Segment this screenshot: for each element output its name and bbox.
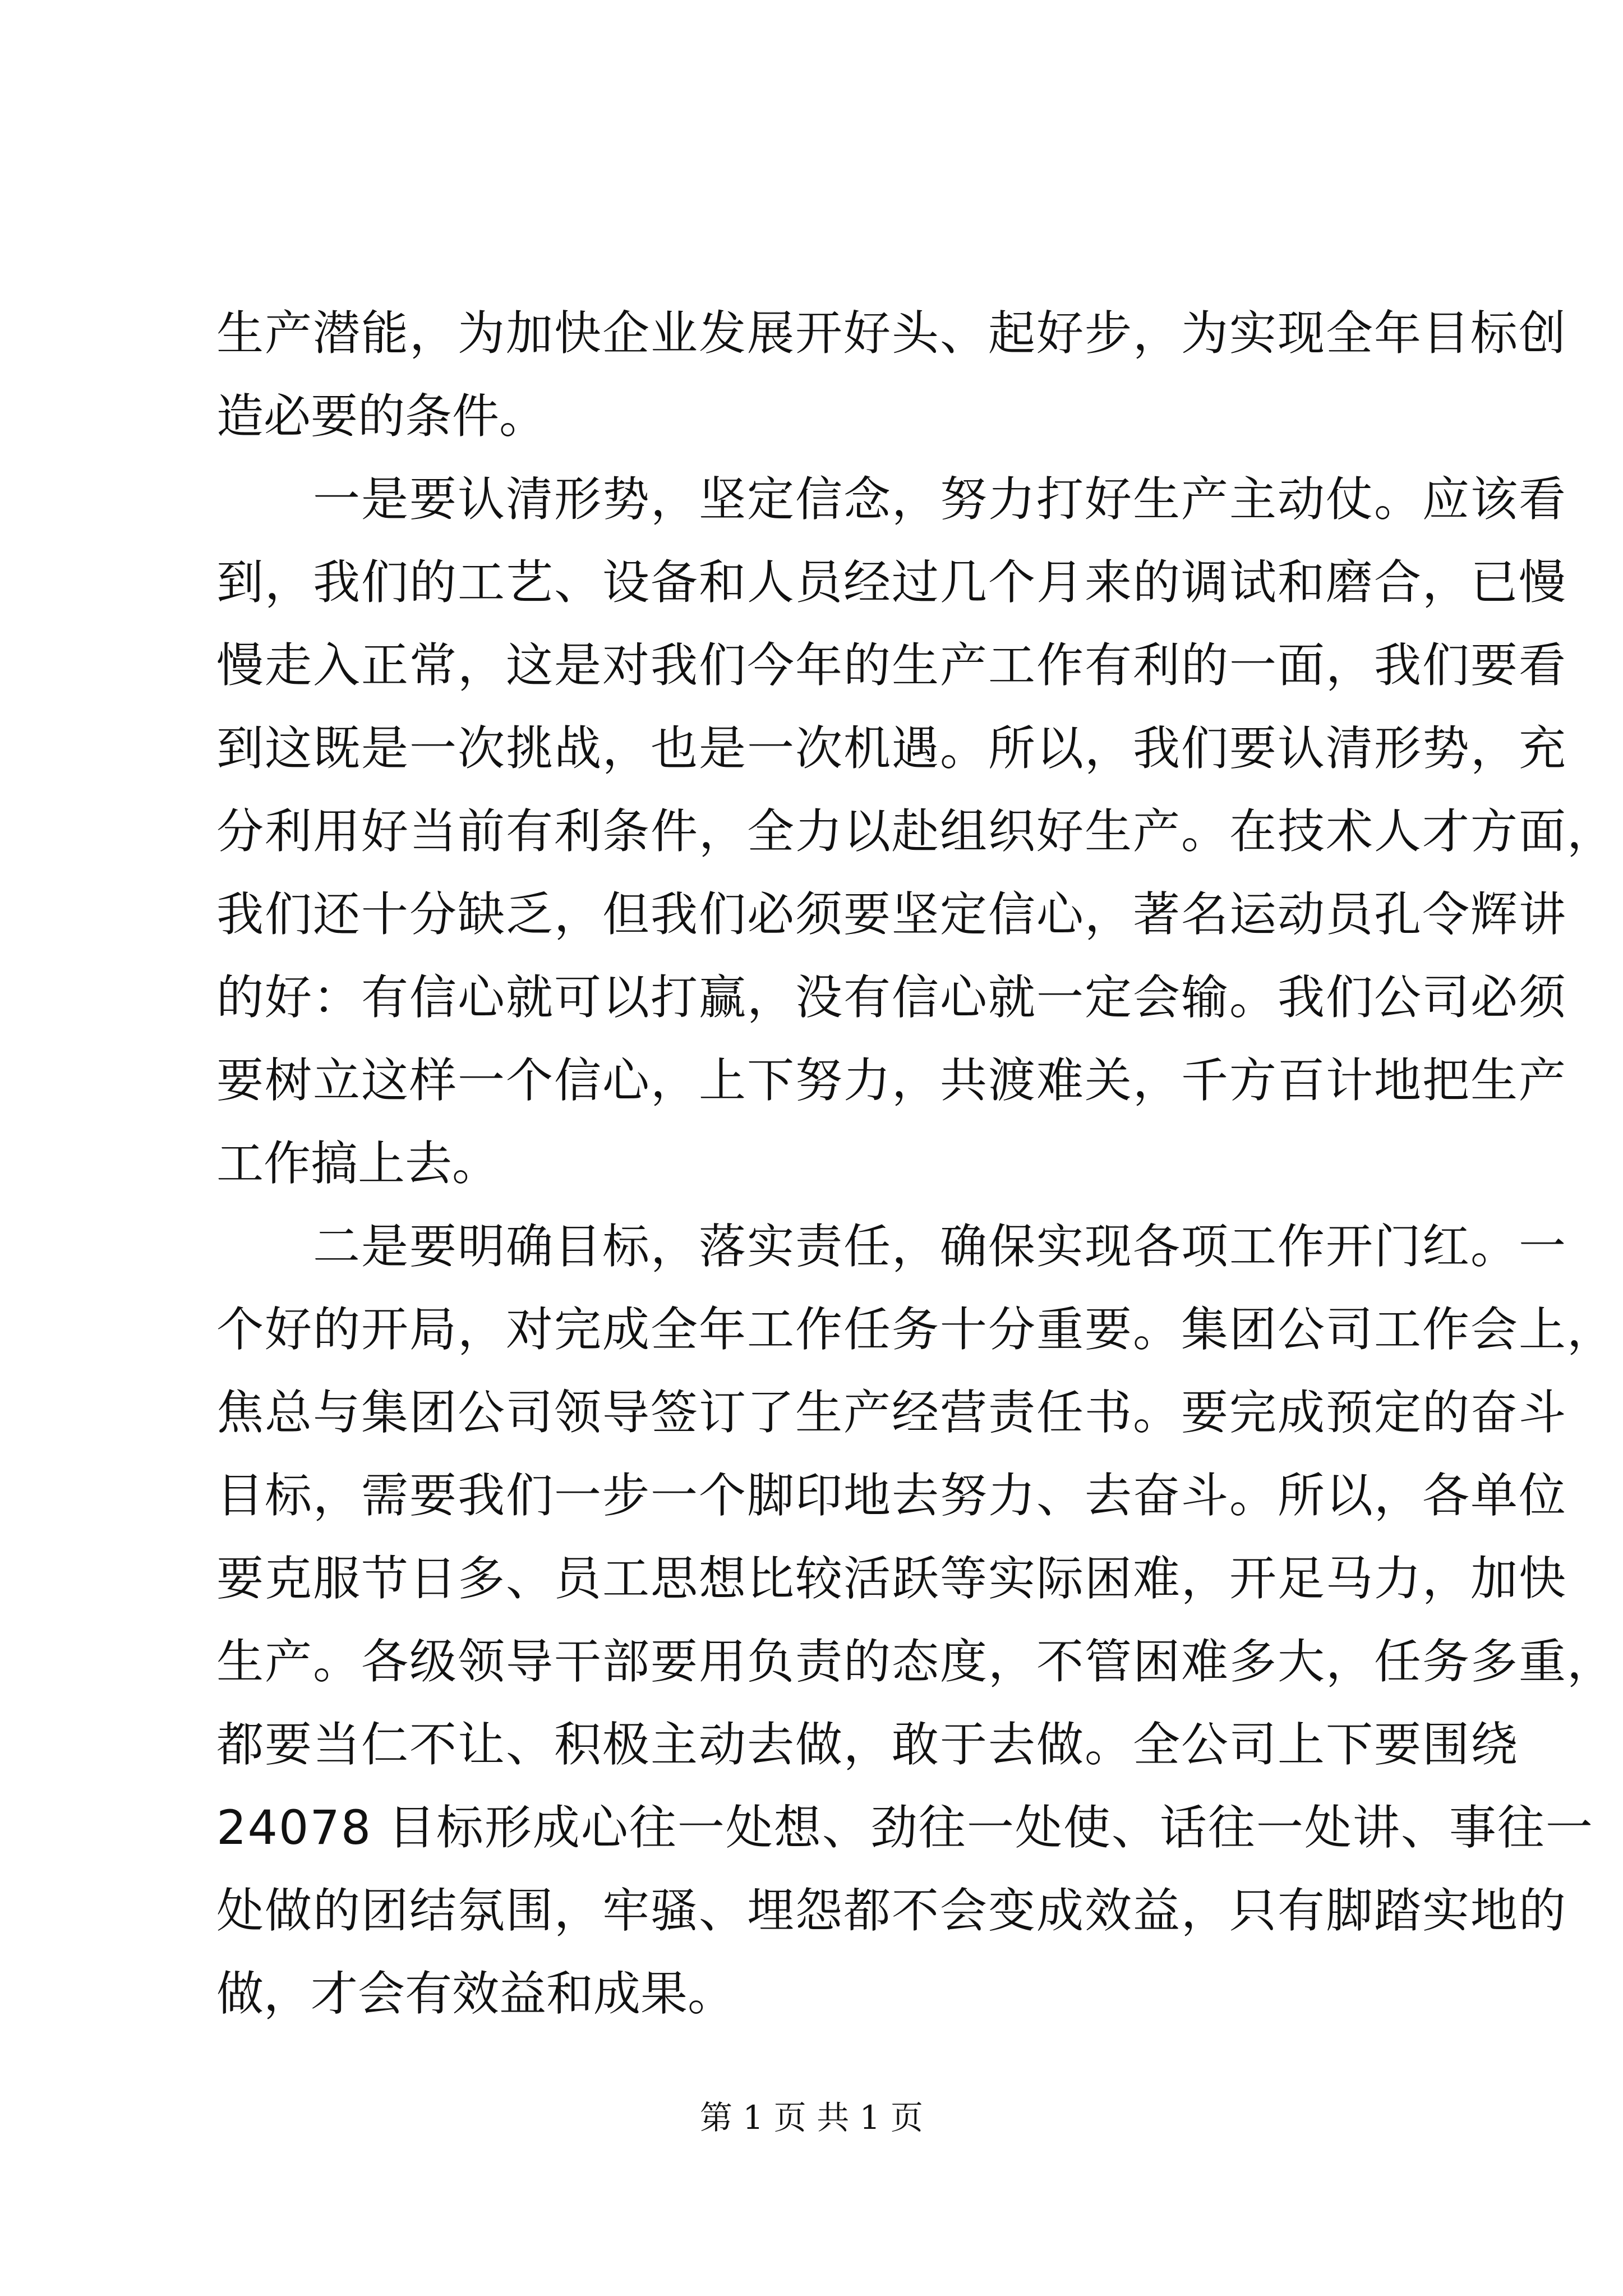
text-line: 分利用好当前有利条件，全力以赴组织好生产。在技术人才方面， xyxy=(216,804,1616,859)
text-line: 我们还十分缺乏，但我们必须要坚定信心，著名运动员孔令辉讲 xyxy=(216,887,1567,942)
text-line: 慢走入正常，这是对我们今年的生产工作有利的一面，我们要看 xyxy=(216,638,1567,693)
text-line: 二是要明确目标，落实责任，确保实现各项工作开门红。一 xyxy=(216,1219,1567,1274)
text-line: 工作搞上去。 xyxy=(216,1136,500,1191)
text-line: 生产潜能，为加快企业发展开好头、起好步，为实现全年目标创 xyxy=(216,306,1567,361)
text-line: 的好：有信心就可以打赢，没有信心就一定会输。我们公司必须 xyxy=(216,970,1567,1025)
text-line: 做，才会有效益和成果。 xyxy=(216,1966,735,2021)
text-line: 到这既是一次挑战，也是一次机遇。所以，我们要认清形势，充 xyxy=(216,721,1567,776)
text-line: 处做的团结氛围，牢骚、埋怨都不会变成效益，只有脚踏实地的 xyxy=(216,1883,1567,1938)
text-line: 目标，需要我们一步一个脚印地去努力、去奋斗。所以，各单位 xyxy=(216,1468,1567,1523)
text-line: 要克服节日多、员工思想比较活跃等实际困难，开足马力，加快 xyxy=(216,1551,1567,1606)
text-line: 焦总与集团公司领导签订了生产经营责任书。要完成预定的奋斗 xyxy=(216,1385,1567,1440)
text-line: 24078 目标形成心往一处想、劲往一处使、话往一处讲、事往一 xyxy=(216,1800,1594,1855)
text-line: 生产。各级领导干部要用负责的态度，不管困难多大，任务多重， xyxy=(216,1634,1616,1689)
document-body xyxy=(216,292,1616,2035)
text-line: 到，我们的工艺、设备和人员经过几个月来的调试和磨合，已慢 xyxy=(216,555,1567,610)
text-line: 个好的开局，对完成全年工作任务十分重要。集团公司工作会上， xyxy=(216,1302,1616,1357)
text-line: 都要当仁不让、积极主动去做，敢于去做。全公司上下要围绕 xyxy=(216,1717,1519,1772)
text-line: 造必要的条件。 xyxy=(216,389,547,444)
text-line: 要树立这样一个信心，上下努力，共渡难关，千方百计地把生产 xyxy=(216,1053,1567,1108)
page-footer: 第 1 页 共 1 页 xyxy=(700,2099,923,2137)
text-line: 一是要认清形势，坚定信念，努力打好生产主动仗。应该看 xyxy=(216,472,1567,527)
